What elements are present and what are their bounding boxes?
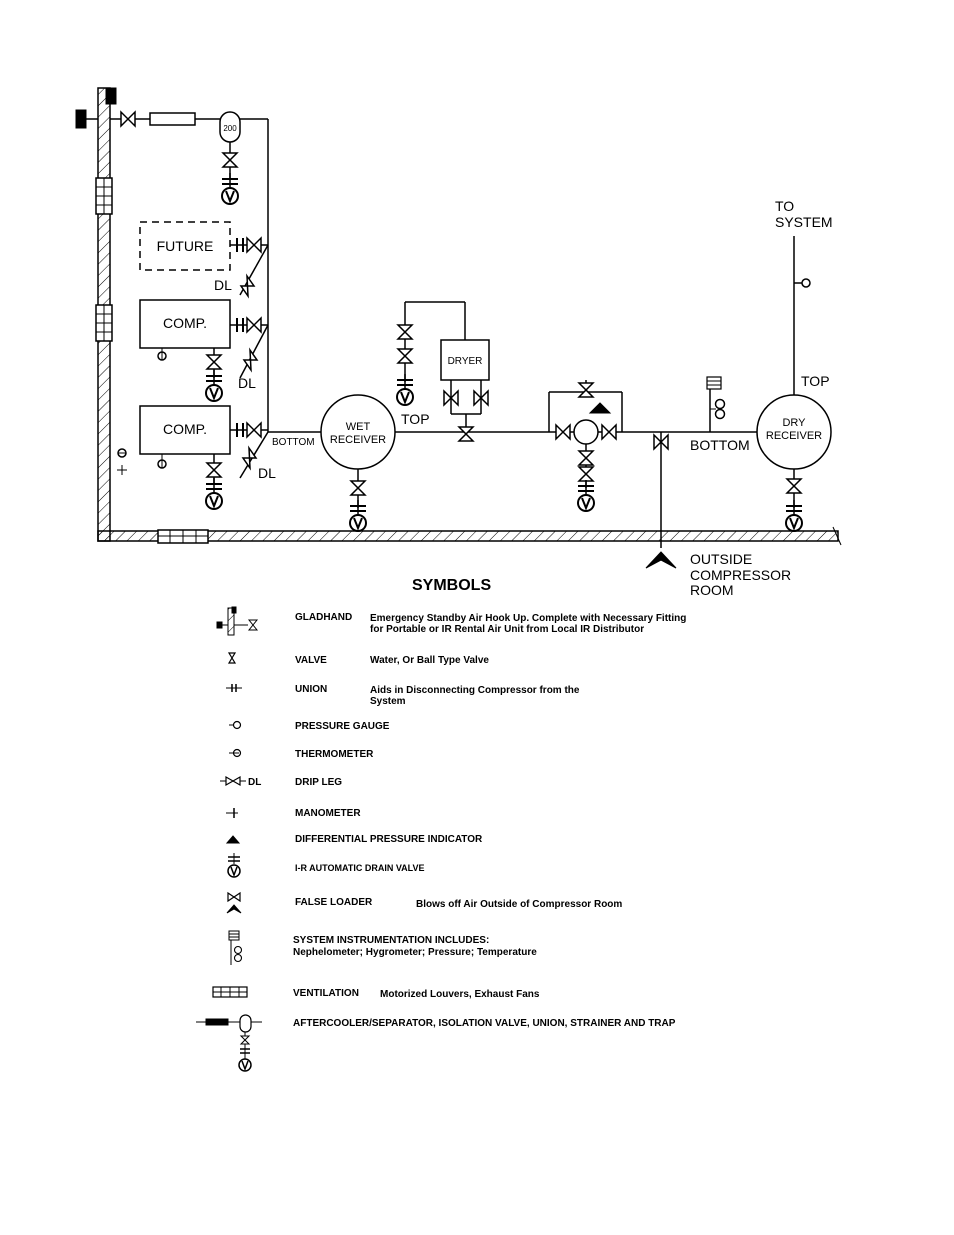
top-label-wet-receiver: TOP	[401, 411, 430, 427]
legend-desc-valve: Water, Or Ball Type Valve	[370, 655, 489, 666]
top-label-dry-receiver: TOP	[801, 373, 830, 389]
drip-leg-label-3: DL	[258, 465, 276, 481]
false-loader-icon	[227, 893, 241, 913]
system-instrumentation-icon	[229, 931, 242, 965]
legend-name-ventilation: VENTILATION	[293, 988, 359, 999]
wet-receiver-label-2: RECEIVER	[329, 434, 387, 446]
drip-leg-label-1: DL	[214, 277, 232, 293]
pressure-gauge-icon	[229, 722, 241, 729]
compressor-upper-label: COMP.	[162, 315, 208, 331]
future-compressor	[140, 222, 268, 270]
legend-desc-false-loader: Blows off Air Outside of Compressor Room	[416, 899, 623, 910]
legend-name-differential-pressure-indicator: DIFFERENTIAL PRESSURE INDICATOR	[295, 834, 483, 845]
ventilation-icon	[213, 987, 247, 997]
thermometer-icon	[229, 750, 241, 757]
dry-receiver-label-2: RECEIVER	[765, 430, 823, 442]
legend-name-drip-leg: DRIP LEG	[295, 777, 343, 788]
wet-receiver-label-1: WET	[345, 421, 371, 433]
room-thermometer-manometer	[117, 449, 127, 475]
outside-compressor-room-label-1: OUTSIDE	[690, 551, 753, 567]
legend-desc-ventilation: Motorized Louvers, Exhaust Fans	[380, 989, 540, 1000]
outside-compressor-room-label-3: ROOM	[690, 582, 734, 598]
manometer-icon	[226, 808, 238, 818]
legend-name-manometer: MANOMETER	[295, 808, 361, 819]
outside-compressor-room-label-2: COMPRESSOR	[690, 567, 792, 583]
drip-leg-upper	[238, 325, 268, 391]
automatic-drain-valve-icon	[228, 853, 240, 877]
system-instrumentation	[707, 377, 725, 432]
gladhand-icon	[217, 607, 257, 635]
compressor-lower-label: COMP.	[162, 421, 208, 437]
wet-receiver	[321, 395, 395, 531]
to-system-label-2: SYSTEM	[775, 214, 833, 230]
legend-name-pressure-gauge: PRESSURE GAUGE	[295, 721, 390, 732]
future-label: FUTURE	[156, 238, 214, 254]
drip-leg-lower	[240, 432, 276, 481]
drip-leg-icon-label: DL	[248, 777, 262, 788]
dry-receiver-label-1: DRY	[782, 417, 806, 429]
dryer-label: DRYER	[447, 356, 483, 367]
differential-pressure-indicator-icon	[227, 836, 239, 843]
legend-name-system-instrumentation: SYSTEM INSTRUMENTATION INCLUDES:	[293, 935, 490, 946]
bottom-label-dry-receiver: BOTTOM	[690, 437, 750, 453]
symbols-heading: SYMBOLS	[412, 577, 492, 594]
drip-leg-label-2: DL	[238, 375, 256, 391]
legend-desc-gladhand-2: for Portable or IR Rental Air Unit from Local IR Distributor	[370, 624, 645, 635]
legend-desc-system-instrumentation: Nephelometer; Hygrometer; Pressure; Temperature	[293, 947, 537, 958]
ventilation-louver-wall-middle	[96, 305, 112, 341]
false-loader	[646, 432, 676, 568]
legend-name-union: UNION	[295, 684, 328, 695]
bottom-label-wet-receiver: BOTTOM	[272, 437, 315, 448]
legend-name-false-loader: FALSE LOADER	[295, 897, 373, 908]
ventilation-louver-floor	[158, 530, 208, 543]
aftercooler-assembly-icon	[196, 1015, 262, 1071]
legend-desc-union-1: Aids in Disconnecting Compressor from the	[370, 685, 580, 696]
drip-leg-icon	[220, 777, 261, 788]
union-icon	[226, 684, 242, 692]
legend-desc-gladhand-1: Emergency Standby Air Hook Up. Complete with Necessary Fitting	[370, 613, 687, 624]
legend-name-thermometer: THERMOMETER	[295, 749, 374, 760]
building-wall-bottom	[98, 527, 841, 545]
legend-name-automatic-drain-valve: I-R AUTOMATIC DRAIN VALVE	[295, 863, 425, 873]
ventilation-louver-wall-upper	[96, 178, 112, 214]
valve-icon	[229, 653, 235, 663]
legend-desc-union-2: System	[370, 696, 406, 707]
to-system-label-1: TO	[775, 198, 795, 214]
legend-name-gladhand: GLADHAND	[295, 612, 353, 623]
legend-name-valve: VALVE	[295, 655, 327, 666]
filter-with-differential-pressure-indicator	[549, 380, 622, 511]
svg-text:200: 200	[223, 124, 237, 133]
legend-name-aftercooler-assembly: AFTERCOOLER/SEPARATOR, ISOLATION VALVE, UNION, STRAINER AND TRAP	[293, 1018, 676, 1029]
